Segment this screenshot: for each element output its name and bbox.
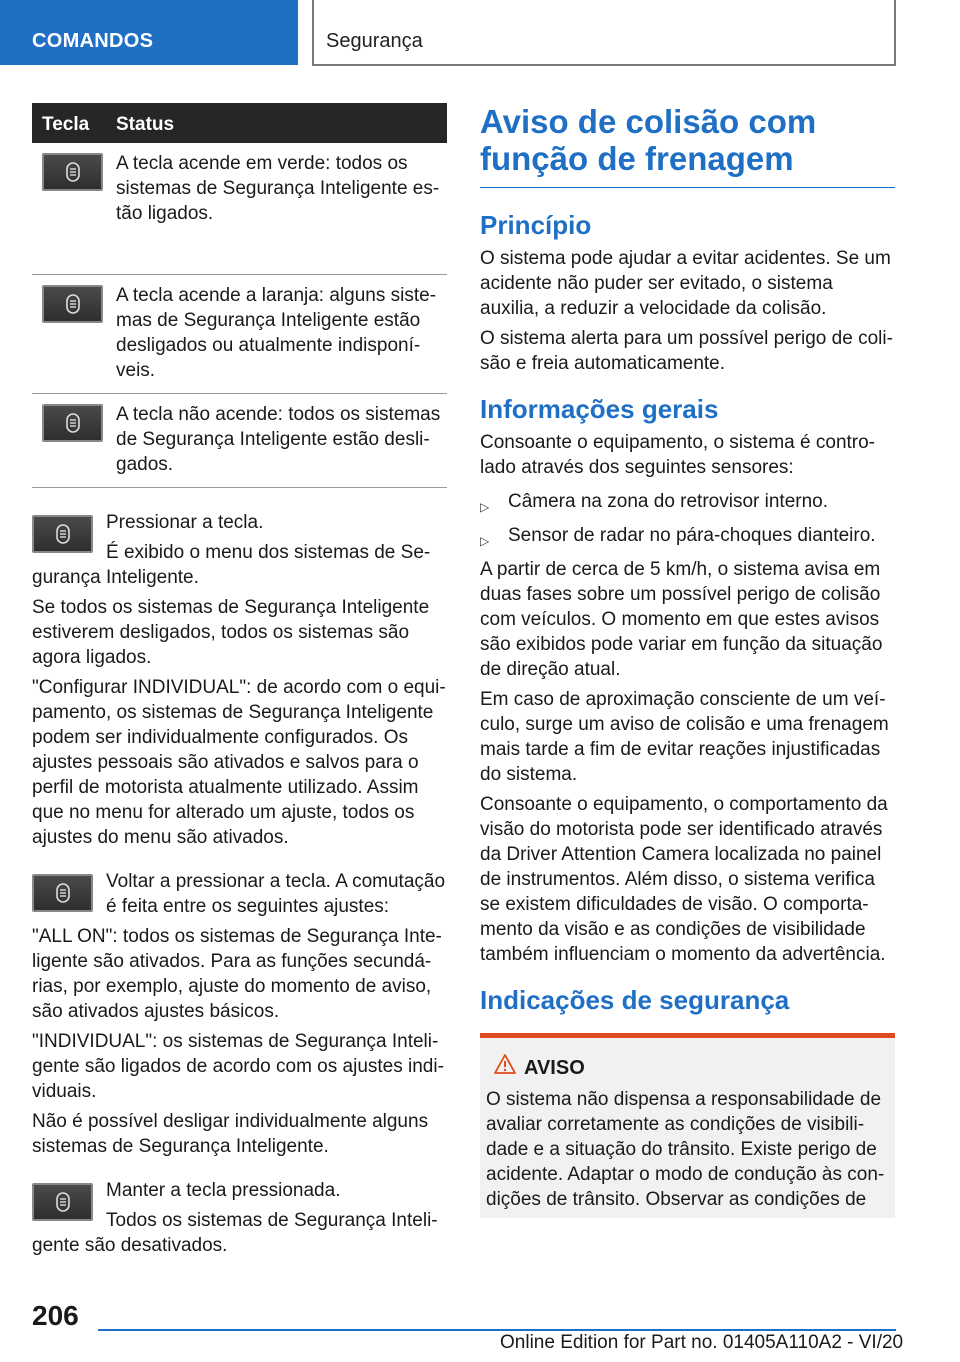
- paragraph: "INDIVIDUAL": os sistemas de Segurança Inteli-gente são ligados de acordo com os ajustes indi-viduais.: [32, 1031, 444, 1102]
- safety-key-icon: [32, 515, 93, 553]
- warning-title: AVISO: [486, 1056, 887, 1081]
- triangle-bullet-icon: ▷: [480, 500, 490, 514]
- table-row-status: A tecla acende em verde: todos os sistemas de Segurança Inteligente es-tão ligados.: [116, 153, 440, 224]
- safety-key-icon: [32, 874, 93, 912]
- hold-key-label: Manter a tecla pressionada.: [106, 1180, 341, 1201]
- safety-key-icon: [42, 404, 103, 442]
- paragraph: É exibido o menu dos sistemas de Se-gurança Inteligente.: [32, 542, 431, 588]
- page-number: 206: [32, 1300, 79, 1331]
- paragraph: Em caso de aproximação consciente de um veí-culo, surge um aviso de colisão e uma frenagem mais tarde a fim de evitar reações injustificadas do sistema.: [480, 689, 889, 785]
- paragraph: "ALL ON": todos os sistemas de Segurança Inte-ligente são ativados. Para as funções secundá-rias, por exemplo, ajuste do momento de aviso, são ativados ajustes básicos.: [32, 926, 442, 1022]
- right-column: [480, 103, 895, 1218]
- table-row-status: A tecla acende a laranja: alguns siste-mas de Segurança Inteligente estão desligados ou atualmente indisponí-veis.: [116, 285, 437, 381]
- heading-general-info: Informações gerais: [480, 394, 719, 424]
- press-again-label: Voltar a pressionar a tecla. A comutação é feita entre os seguintes ajustes:: [106, 871, 446, 917]
- paragraph: Não é possível desligar individualmente alguns sistemas de Segurança Inteligente.: [32, 1111, 429, 1157]
- warning-text: O sistema não dispensa a responsabilidade de avaliar corretamente as condições de visibili-dade e a situação do trânsito. Existe perigo de acidente. Adaptar o modo de condução às con-dições de trânsito. Observar as condições de: [486, 1089, 885, 1210]
- header-section-label: COMANDOS: [32, 30, 154, 52]
- triangle-bullet-icon: ▷: [480, 534, 490, 548]
- paragraph: A partir de cerca de 5 km/h, o sistema avisa em duas fases sobre um possível perigo de colisão com veículos. O momento em que estes avisos são exibidos pode variar em função da situação de direção atual.: [480, 559, 883, 680]
- table-row: [32, 275, 447, 394]
- press-key-block: [32, 510, 447, 535]
- heading-principle: Princípio: [480, 210, 592, 240]
- left-column: [32, 103, 447, 1263]
- section-title: Aviso de colisão com função de frenagem: [480, 103, 895, 188]
- sensor-list: [480, 489, 895, 548]
- table-row: [32, 394, 447, 488]
- table-head-status: Status: [116, 114, 175, 135]
- paragraph: O sistema pode ajudar a evitar acidentes. Se um acidente não puder ser evitado, o sistema auxilia, a reduzir a velocidade da colisão.: [480, 248, 891, 319]
- footer-divider: [98, 1329, 896, 1331]
- press-key-label: Pressionar a tecla.: [106, 512, 264, 533]
- heading-safety-notes: Indicações de segurança: [480, 985, 790, 1015]
- hold-key-block: [32, 1178, 447, 1203]
- paragraph: Se todos os sistemas de Segurança Inteligente estiverem desligados, todos os sistemas são agora ligados.: [32, 597, 430, 668]
- header-section-tab: [0, 0, 298, 65]
- warning-box: [480, 1033, 895, 1218]
- warning-triangle-icon: [494, 1054, 516, 1074]
- safety-key-icon: [42, 153, 103, 191]
- list-item: ▷ Câmera na zona do retrovisor interno.: [480, 489, 895, 514]
- paragraph: "Configurar INDIVIDUAL": de acordo com o equi-pamento, os sistemas de Segurança Inteligente podem ser individualmente configurados. Os ajustes pessoais são ativados e salvos para o perfil de motorista atualmente utilizado. Assim que no menu for alterado um ajuste, todos os ajustes do menu são ativados.: [32, 677, 446, 848]
- table-row: [32, 143, 447, 275]
- list-item: ▷ Sensor de radar no pára-choques dianteiro.: [480, 523, 895, 548]
- table-row-status: A tecla não acende: todos os sistemas de Segurança Inteligente estão desli-gados.: [116, 404, 441, 475]
- safety-key-icon: [42, 285, 103, 323]
- paragraph: O sistema alerta para um possível perigo de coli-são e freia automaticamente.: [480, 328, 893, 374]
- table-head-key: Tecla: [42, 114, 90, 135]
- press-again-block: [32, 869, 447, 919]
- header-subsection-box: [312, 0, 896, 66]
- paragraph: Todos os sistemas de Segurança Inteli-gente são desativados.: [32, 1210, 438, 1256]
- table-header: [32, 103, 447, 143]
- paragraph: Consoante o equipamento, o comportamento da visão do motorista pode ser identificado através da Driver Attention Camera localizada no painel de instrumentos. Além disso, o sistema verifica se existem dificuldades de visão. O comporta-mento da visão e as condições de visibilidade também influenciam o momento da advertência.: [480, 794, 888, 965]
- safety-key-icon: [32, 1183, 93, 1221]
- header-subsection-label: Segurança: [326, 30, 423, 52]
- paragraph: Consoante o equipamento, o sistema é contro-lado através dos seguintes sensores:: [480, 432, 876, 478]
- footer-edition: Online Edition for Part no. 01405A110A2 - VI/20: [500, 1332, 904, 1353]
